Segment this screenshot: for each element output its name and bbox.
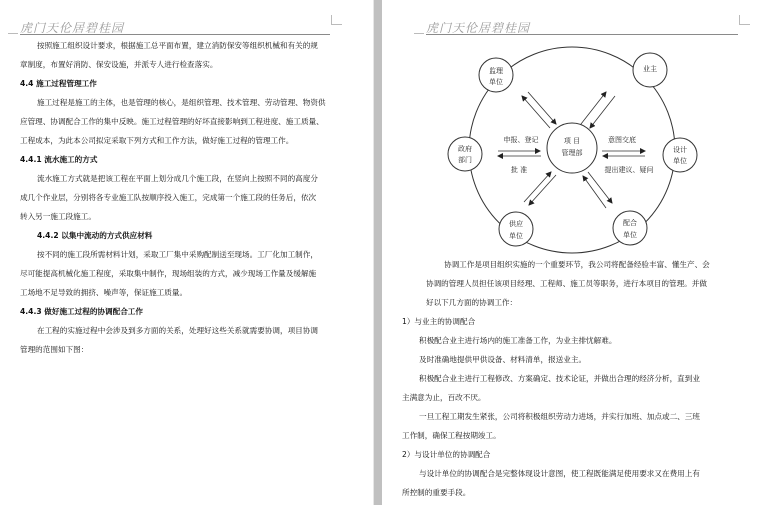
paragraph-line: 及时准确地提供甲供设备、材料清单，报送业主。: [419, 355, 587, 364]
page-header: [20, 14, 330, 35]
paragraph-line: 尽可能提高机械化施工程度，采取集中制作，现场组装的方式，减少现场工作量及缓解施: [20, 269, 317, 278]
node-label: 配合: [623, 219, 637, 227]
header-corner-mark: [331, 15, 342, 25]
arrow-to-supplier: [529, 175, 556, 205]
section-heading: 4.4.3 做好施工过程的协调配合工作: [20, 307, 143, 316]
paragraph-line: 工作制，确保工程按期竣工。: [402, 431, 501, 440]
node-supplier: [499, 212, 533, 246]
paragraph-line: 应管理、协调配合工作的集中反映。施工过程管理的好坏直接影响到工程进度、施工质量、: [20, 117, 324, 126]
center-node-line1: 项 目: [563, 137, 581, 145]
paragraph-line: 施工过程是施工的主体，也是管理的核心，是组织管理、技术管理、劳动管理、物资供: [37, 98, 326, 107]
paragraph-line: 一旦工程工期发生紧张，公司将积极组织劳动力进场，并实行加班、加点或二、三班: [419, 412, 700, 421]
left-page-body: [20, 36, 326, 359]
paragraph-line: 流水施工方式就是把该工程在平面上划分成几个施工段，在竖向上按照不同的高度分: [37, 174, 318, 183]
paragraph-line: 工程成本，为此本公司拟定采取下列方式和工作方法，做好施工过程的管理工作。: [20, 136, 294, 145]
arrow-to-owner: [581, 92, 606, 124]
section-heading: 4.4 施工过程管理工作: [20, 79, 97, 88]
node-label: 单位: [623, 231, 637, 239]
page-gutter: [373, 0, 382, 505]
node-owner: [633, 53, 667, 87]
paragraph-line: 2）与设计单位的协调配合: [402, 450, 491, 459]
label-design-disclosure: 意图交底: [608, 136, 636, 144]
paragraph-line: 好以下几方面的协调工作：: [426, 298, 518, 307]
node-design: [663, 138, 697, 172]
document-page-right: [382, 0, 760, 505]
section-heading: 4.4.1 流水施工的方式: [20, 155, 98, 164]
header-corner-mark: [8, 23, 18, 34]
node-label: 单位: [673, 157, 687, 165]
node-label: 部门: [458, 156, 472, 164]
paragraph-line: 协调的管理人员担任该项目经理、工程师、施工员等职务，进行本项目的管理。并做: [426, 279, 707, 288]
paragraph-line: 管理的范围如下图：: [20, 345, 89, 354]
paragraph-line: 在工程的实施过程中会涉及到多方面的关系，处理好这些关系就需要协调，项目协调: [37, 326, 318, 335]
node-label: 单位: [489, 78, 503, 86]
label-approval: 批 准: [510, 166, 528, 174]
node-label: 监理: [489, 67, 503, 75]
paragraph-line: 协调工作是项目组织实施的一个重要环节，我公司将配备经验丰富、懂生产、会: [444, 260, 710, 269]
paragraph-line: 积极配合业主进行工程修改、方案确定、技术论证，并做出合理的经济分析，直到业: [419, 374, 700, 383]
label-suggestions: 提出建议、疑问: [604, 166, 654, 174]
header-title: 虎门天伦居碧桂园: [20, 21, 125, 35]
node-label: 单位: [509, 232, 523, 240]
paragraph-line: 按不同的施工段所需材料计划，采取工厂集中采购配制送至现场。工厂化加工制作，: [37, 250, 318, 259]
paragraph-line: 按照施工组织设计要求，根据施工总平面布置，建立消防保安等组织机械和有关的规: [37, 41, 318, 50]
paragraph-line: 转入另一施工段施工。: [20, 212, 96, 221]
document-page-left: [0, 0, 373, 505]
header-title: 虎门天伦居碧桂园: [426, 21, 531, 35]
paragraph-line: 所控制的重要手段。: [402, 488, 471, 497]
header-corner-mark: [414, 23, 424, 34]
paragraph-line: 章制度，布置好消防、保安设施，并派专人进行检查落实。: [20, 60, 218, 69]
paragraph-line: 1）与业主的协调配合: [402, 317, 476, 326]
node-label: 政府: [458, 145, 472, 153]
paragraph-line: 与设计单位的协调配合是完整体现设计意图，使工程既能满足使用要求又在费用上有: [419, 469, 700, 478]
label-report-register: 申报、登记: [503, 136, 539, 144]
header-corner-mark: [739, 15, 750, 25]
right-page-body: [402, 255, 710, 502]
paragraph-line: 成几个作业层，分别将各专业施工队按顺序投入施工，完成第一个施工段的任务后，依次: [20, 193, 317, 202]
arrow-from-supplier: [524, 172, 551, 202]
paragraph-line: 积极配合业主进行场内的施工准备工作，为业主排忧解难。: [419, 336, 617, 345]
center-node: [547, 123, 597, 173]
section-heading: 4.4.2 以集中流动的方式供应材料: [37, 231, 153, 240]
node-label: 业主: [643, 65, 657, 73]
arrow-from-owner: [590, 96, 615, 128]
node-cooperation: [613, 211, 647, 245]
node-supervision: [479, 58, 513, 92]
center-node-line2: 管理部: [561, 149, 583, 157]
page-header: [426, 14, 738, 35]
paragraph-line: 主满意为止，百改不厌。: [402, 393, 486, 402]
node-label: 供应: [509, 220, 523, 228]
coordination-diagram: [382, 40, 760, 270]
paragraph-line: 工场地不足导致的拥挤、噪声等，保证施工质量。: [20, 288, 188, 297]
node-label: 设计: [673, 146, 687, 154]
node-government: [448, 137, 482, 171]
